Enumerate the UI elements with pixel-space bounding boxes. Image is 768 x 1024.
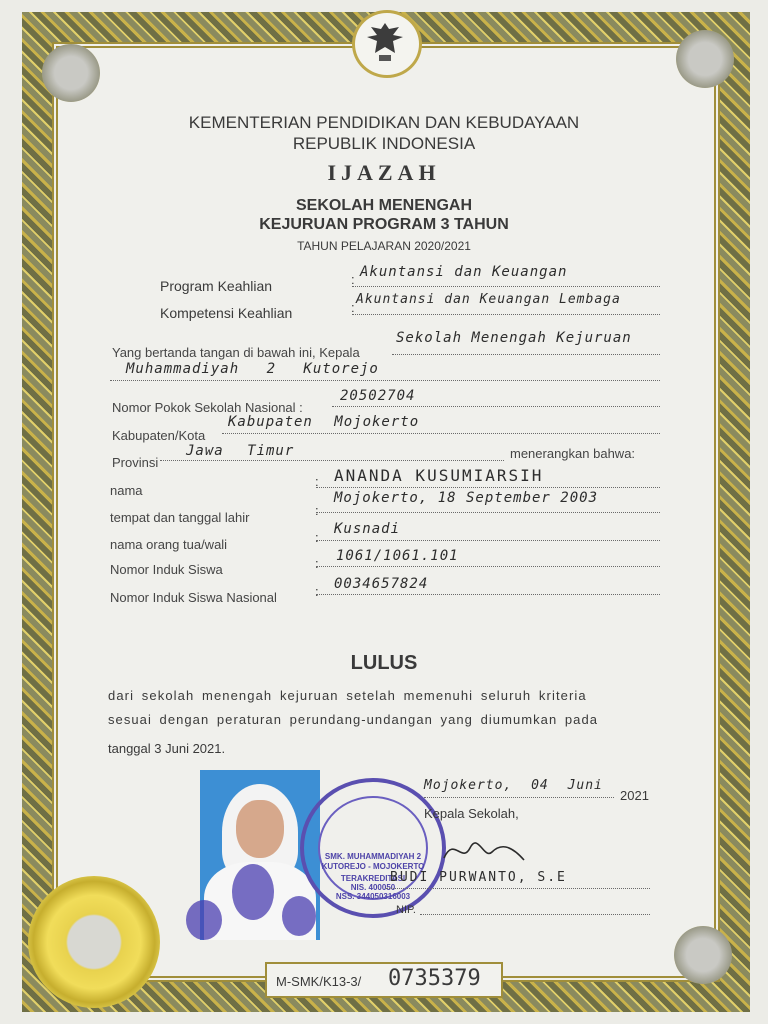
colon: : — [315, 556, 319, 571]
fingerprint-stamp-icon — [282, 896, 316, 936]
corner-ornament-top-right — [676, 30, 734, 88]
republic-title: REPUBLIK INDONESIA — [292, 134, 476, 153]
corner-ornament-top-left — [42, 44, 100, 102]
provinsi-label: Provinsi — [112, 455, 159, 470]
nama-label: nama — [110, 483, 143, 498]
sign-year: 2021 — [620, 788, 649, 803]
dotted-line — [352, 314, 660, 315]
principal-title: Kepala Sekolah, — [424, 806, 519, 821]
result-text-line2: sesuai dengan peraturan perundang-undangan yang diumumkan pada — [108, 712, 599, 727]
program-title: KEJURUAN PROGRAM 3 TAHUN — [259, 216, 509, 233]
school-year: TAHUN PELAJARAN 2020/2021 — [297, 239, 471, 253]
sign-place-date: Mojokerto, 04 Juni — [424, 778, 603, 793]
stamp-nss: NSS. 344050316003 — [335, 892, 411, 901]
nip-label: NIP. — [396, 904, 416, 916]
principal-signature-icon — [440, 830, 530, 870]
result-text-line3: tanggal 3 Juni 2021. — [108, 741, 226, 756]
kompetensi-value: Akuntansi dan Keuangan Lembaga — [356, 292, 621, 307]
dotted-line — [386, 888, 650, 889]
colon: : — [315, 530, 319, 545]
stamp-accreditation: TERAKREDITASI — [340, 874, 406, 883]
serial-number: 0735379 — [388, 966, 481, 991]
nisn-label: Nomor Induk Siswa Nasional — [110, 590, 277, 605]
dotted-line — [392, 354, 660, 355]
ttl-label: tempat dan tanggal lahir — [110, 510, 250, 525]
colon: : — [315, 474, 319, 489]
school-level-title: SEKOLAH MENENGAH — [295, 197, 472, 214]
menerangkan-label: menerangkan bahwa: — [510, 446, 636, 461]
dotted-line — [316, 594, 660, 595]
colon: : — [351, 272, 355, 287]
dotted-line — [222, 433, 660, 434]
serial-prefix: M-SMK/K13-3/ — [276, 974, 362, 989]
dotted-line — [316, 540, 660, 541]
provinsi-value: Jawa Timur — [186, 443, 295, 459]
colon: : — [351, 300, 355, 315]
dotted-line — [316, 487, 660, 488]
dotted-line — [316, 512, 660, 513]
dotted-line — [424, 797, 614, 798]
ortu-label: nama orang tua/wali — [110, 537, 228, 552]
result-text-line1: dari sekolah menengah kejuruan setelah memenuhi seluruh kriteria — [108, 688, 587, 703]
school-name-line2: Muhammadiyah 2 Kutorejo — [126, 361, 379, 377]
stamp-school: SMK. MUHAMMADIYAH 2 — [324, 852, 422, 861]
program-keahlian-label: Program Keahlian — [160, 278, 273, 294]
dotted-line — [420, 914, 650, 915]
colon: : — [315, 503, 319, 518]
ministry-title: KEMENTERIAN PENDIDIKAN DAN KEBUDAYAAN — [188, 113, 580, 132]
stamp-location: KUTOREJO - MOJOKERTO — [321, 862, 425, 871]
ttl-value: Mojokerto, 18 September 2003 — [334, 490, 599, 506]
kompetensi-label: Kompetensi Keahlian — [160, 305, 293, 321]
principal-name: BUDI PURWANTO, S.E — [390, 870, 567, 885]
nis-label: Nomor Induk Siswa — [110, 562, 223, 577]
graduation-status: LULUS — [350, 652, 418, 674]
corner-ornament-bottom-right — [674, 926, 732, 984]
nis-value: 1061/1061.101 — [336, 548, 459, 564]
kabupaten-label: Kabupaten/Kota — [112, 428, 206, 443]
garuda-emblem-icon — [352, 10, 422, 78]
document-title: IJAZAH — [327, 160, 441, 185]
fingerprint-stamp-icon — [232, 864, 274, 920]
npsn-value: 20502704 — [340, 388, 416, 404]
npsn-label: Nomor Pokok Sekolah Nasional : — [112, 400, 303, 415]
signer-intro: Yang bertanda tangan di bawah ini, Kepala — [112, 345, 360, 360]
student-name: ANANDA KUSUMIARSIH — [334, 466, 544, 485]
dotted-line — [352, 286, 660, 287]
program-keahlian-value: Akuntansi dan Keuangan — [360, 264, 568, 280]
colon: : — [315, 584, 319, 599]
dotted-line — [160, 460, 504, 461]
stamp-nis: NIS. 400050 — [350, 883, 396, 892]
dotted-line — [332, 406, 660, 407]
gold-seal-icon — [28, 876, 160, 1008]
dotted-line — [316, 566, 660, 567]
kabupaten-value: Kabupaten Mojokerto — [228, 414, 420, 430]
school-name-line1: Sekolah Menengah Kejuruan — [396, 330, 632, 346]
school-stamp — [300, 778, 446, 918]
ortu-value: Kusnadi — [334, 521, 401, 537]
nisn-value: 0034657824 — [334, 576, 429, 592]
face-shape — [236, 800, 284, 858]
fingerprint-stamp-icon — [186, 900, 222, 940]
dotted-line — [110, 380, 660, 381]
